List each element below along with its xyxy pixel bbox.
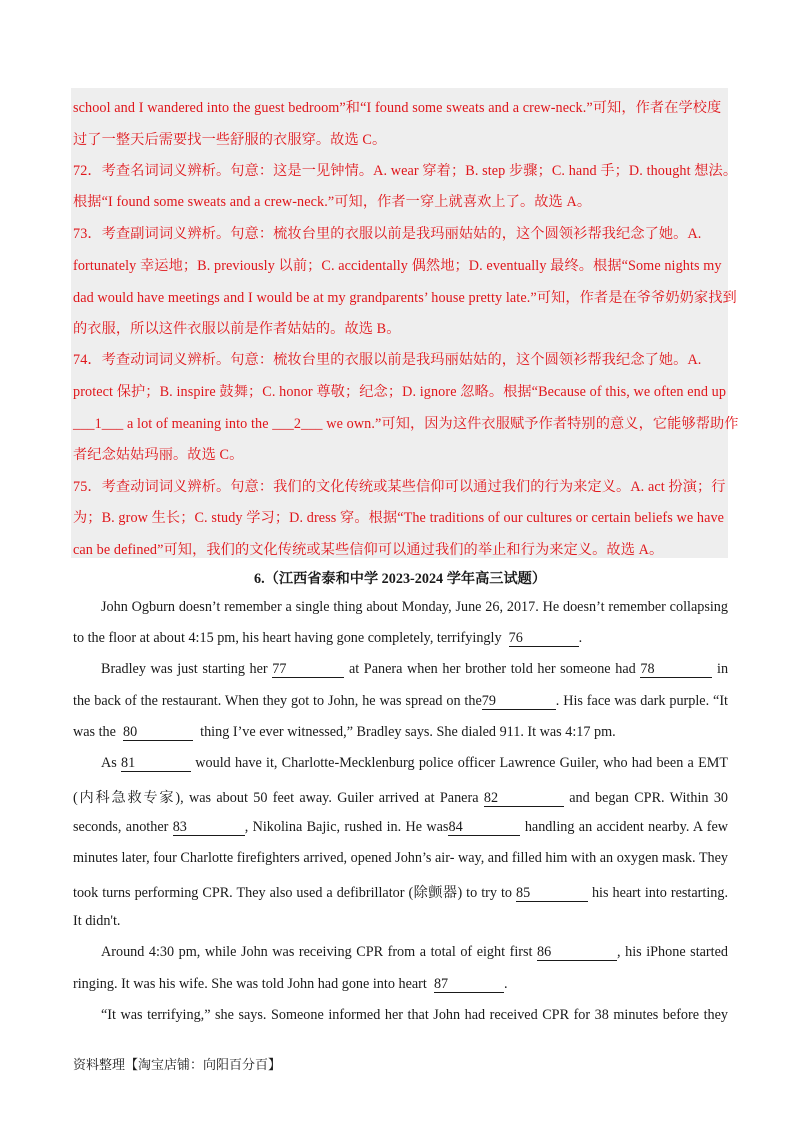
passage-line: (内科急救专家), was about 50 feet away. Guiler arrived at Panera 82 and began CPR. Within 30: [73, 790, 729, 806]
answer-line: 过了一整天后需要找一些舒服的衣服穿。故选 C。: [73, 132, 387, 148]
answer-line: 75．考查动词词义辨析。句意：我们的文化传统或某些信仰可以通过我们的行为来定义。A. act 扮演；行: [73, 479, 726, 495]
blank-85[interactable]: 85: [516, 886, 588, 902]
blank-79[interactable]: 79: [482, 694, 556, 710]
blank-78[interactable]: 78: [640, 662, 712, 678]
passage-line: to the floor at about 4:15 pm, his heart having gone completely, terrifyingly 76 .: [73, 630, 583, 646]
answer-line: 74．考查动词词义辨析。句意：梳妆台里的衣服以前是我玛丽姑姑的，这个圆领衫帮我纪念了她。A.: [73, 352, 702, 368]
answer-line: dad would have meetings and I would be at my grandparents’ house pretty late.”可知，作者是在爷爷奶奶家找到: [73, 290, 737, 306]
answer-line: 72．考查名词词义辨析。句意：这是一见钟情。A. wear 穿着；B. step 步骤；C. hand 手；D. thought 想法。: [73, 163, 738, 179]
blank-83[interactable]: 83: [173, 820, 245, 836]
answer-line: protect 保护；B. inspire 鼓舞；C. honor 尊敬；纪念；D. ignore 忽略。根据“Because of this, we often end up: [73, 384, 727, 400]
blank-86[interactable]: 86: [537, 945, 617, 961]
answer-line: 为；B. grow 生长；C. study 学习；D. dress 穿。根据“The traditions of our cultures or certain beliefs we have: [73, 510, 725, 526]
answer-line: school and I wandered into the guest bedroom”和“I found some sweats and a crew-neck.”可知，作者在学校度: [73, 100, 722, 116]
passage-line: John Ogburn doesn’t remember a single thing about Monday, June 26, 2017. He doesn’t remember collapsing: [101, 599, 728, 615]
answer-line: ___1___ a lot of meaning into the ___2___ we own.”可知，因为这件衣服赋予作者特别的意义，它能够帮助作: [73, 416, 739, 432]
answer-line: 根据“I found some sweats and a crew-neck.”可知，作者一穿上就喜欢上了。故选 A。: [73, 194, 592, 210]
passage-line: Around 4:30 pm, while John was receiving CPR from a total of eight first 86 , his iPhone started: [101, 944, 728, 960]
passage-line: Bradley was just starting her 77 at Panera when her brother told her someone had 78 in: [101, 661, 729, 677]
footer-source-note: 资料整理【淘宝店铺：向阳百分百】: [73, 1057, 282, 1072]
passage-line: As 81 would have it, Charlotte-Mecklenburg police officer Lawrence Guiler, who had been a EMT: [101, 755, 729, 771]
passage-line: the back of the restaurant. When they got to John, he was spread on the79 . His face was dark purple. “It: [73, 693, 728, 709]
blank-77[interactable]: 77: [272, 662, 344, 678]
answer-line: 73．考查副词词义辨析。句意：梳妆台里的衣服以前是我玛丽姑姑的，这个圆领衫帮我纪念了她。A.: [73, 226, 702, 242]
passage-line: “It was terrifying,” she says. Someone informed her that John had received CPR for 38 minutes before they: [101, 1007, 728, 1023]
passage-line: minutes later, four Charlotte firefighters arrived, opened John’s air- way, and filled him with an oxygen mask. They: [73, 850, 728, 866]
section-title: 6.（江西省泰和中学 2023-2024 学年高三试题）: [253, 571, 547, 587]
answer-line: can be defined”可知，我们的文化传统或某些信仰可以通过我们的举止和行为来定义。故选 A。: [73, 542, 664, 558]
blank-80[interactable]: 80: [123, 725, 193, 741]
answer-line: fortunately 幸运地；B. previously 以前；C. accidentally 偶然地；D. eventually 最终。根据“Some nights my: [73, 258, 722, 274]
blank-81[interactable]: 81: [121, 756, 191, 772]
passage-line: took turns performing CPR. They also used a defibrillator (除颤器) to try to 85 his heart into restarting.: [73, 885, 729, 901]
passage-line: was the 80 thing I’ve ever witnessed,” Bradley says. She dialed 911. It was 4:17 pm.: [73, 724, 616, 740]
passage-line: ringing. It was his wife. She was told John had gone into heart 87 .: [73, 976, 508, 992]
answer-line: 者纪念姑姑玛丽。故选 C。: [73, 447, 244, 463]
blank-84[interactable]: 84: [448, 820, 520, 836]
blank-87[interactable]: 87: [434, 977, 504, 993]
passage-line: seconds, another 83 , Nikolina Bajic, rushed in. He was84 handling an accident nearby. A few: [73, 819, 728, 835]
blank-76[interactable]: 76: [509, 631, 579, 647]
blank-82[interactable]: 82: [484, 791, 564, 807]
answer-line: 的衣服，所以这件衣服以前是作者姑姑的。故选 B。: [73, 321, 401, 337]
passage-line: It didn't.: [73, 913, 121, 929]
